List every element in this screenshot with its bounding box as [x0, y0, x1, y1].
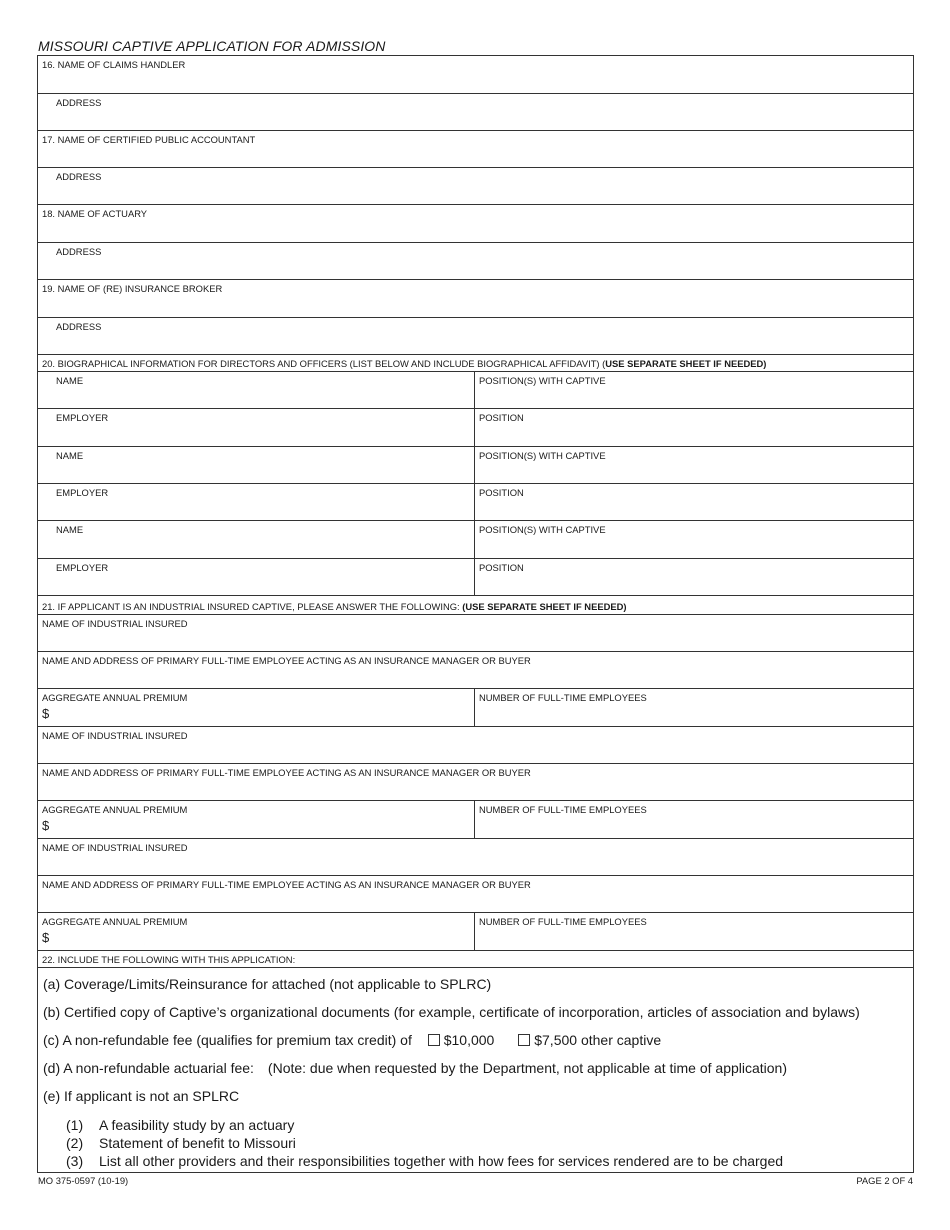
- item-d-note: (Note: due when requested by the Department, not applicable at time of application): [267, 1060, 788, 1076]
- director-3-row: [38, 521, 913, 559]
- fee-10000-checkbox[interactable]: [428, 1034, 440, 1046]
- aggregate-premium-3-field[interactable]: [38, 913, 475, 950]
- dollar-sign: $: [42, 930, 50, 945]
- cpa-address-label: ADDRESS: [56, 171, 102, 182]
- positions-label: POSITION(S) WITH CAPTIVE: [479, 450, 606, 461]
- form-number: MO 375-0597 (10-19): [38, 1175, 129, 1186]
- director-3-name-field[interactable]: [38, 521, 475, 558]
- aggregate-premium-label: AGGREGATE ANNUAL PREMIUM: [42, 916, 188, 927]
- fee-7500-option[interactable]: $7,500 other captive: [518, 1032, 661, 1048]
- cpa-label: 17. NAME OF CERTIFIED PUBLIC ACCOUNTANT: [42, 134, 256, 145]
- item-e: (e) If applicant is not an SPLRC: [43, 1088, 240, 1104]
- position-label: POSITION: [479, 562, 524, 573]
- item-c: (c) A non-refundable fee (qualifies for premium tax credit) of $10,000 $7,500 other captive: [43, 1032, 662, 1048]
- item-d: (d) A non-refundable actuarial fee: (Note: due when requested by the Department, not applicable at time of application): [43, 1060, 788, 1076]
- director-3-positions-field[interactable]: [475, 521, 913, 558]
- application-form: [37, 55, 914, 1173]
- list-item: (2) Statement of benefit to Missouri: [66, 1135, 296, 1151]
- employees-label: NUMBER OF FULL-TIME EMPLOYEES: [479, 916, 647, 927]
- broker-label: 19. NAME OF (RE) INSURANCE BROKER: [42, 283, 223, 294]
- director-1-position-field[interactable]: [475, 409, 913, 446]
- name-label: NAME: [56, 450, 84, 461]
- claims-handler-address-label: ADDRESS: [56, 97, 102, 108]
- dollar-sign: $: [42, 818, 50, 833]
- section-22-body: [38, 968, 913, 1173]
- director-1-employer-field[interactable]: [38, 409, 475, 446]
- claims-handler-address-field[interactable]: [38, 94, 913, 131]
- director-2-employer-field[interactable]: [38, 484, 475, 520]
- page-number: PAGE 2 OF 4: [856, 1175, 913, 1186]
- insurance-manager-2-field[interactable]: [38, 764, 913, 801]
- employees-1-field[interactable]: [475, 689, 913, 726]
- premium-row-2: [38, 801, 913, 839]
- director-1-employer-row: [38, 409, 913, 447]
- director-2-position-field[interactable]: [475, 484, 913, 520]
- dollar-sign: $: [42, 706, 50, 721]
- aggregate-premium-2-field[interactable]: [38, 801, 475, 838]
- employees-2-field[interactable]: [475, 801, 913, 838]
- list-item: (1) A feasibility study by an actuary: [66, 1117, 295, 1133]
- insurance-manager-label: NAME AND ADDRESS OF PRIMARY FULL-TIME EMPLOYEE ACTING AS AN INSURANCE MANAGER OR BUYER: [42, 655, 531, 666]
- section-20-heading-text: 20. BIOGRAPHICAL INFORMATION FOR DIRECTORS AND OFFICERS (LIST BELOW AND INCLUDE BIOGRAPHICAL AFFIDAVIT) (USE SEPARATE SHEET IF NEEDED): [42, 358, 767, 369]
- insurance-manager-label: NAME AND ADDRESS OF PRIMARY FULL-TIME EMPLOYEE ACTING AS AN INSURANCE MANAGER OR BUYER: [42, 879, 531, 890]
- fee-10000-option[interactable]: $10,000: [428, 1032, 495, 1048]
- section-21-heading-text: 21. IF APPLICANT IS AN INDUSTRIAL INSURED CAPTIVE, PLEASE ANSWER THE FOLLOWING: (USE SEPARATE SHEET IF NEEDED): [42, 601, 627, 612]
- director-1-positions-field[interactable]: [475, 372, 913, 408]
- section-22-heading: [38, 951, 913, 968]
- industrial-insured-label: NAME OF INDUSTRIAL INSURED: [42, 842, 188, 853]
- broker-address-label: ADDRESS: [56, 321, 102, 332]
- positions-label: POSITION(S) WITH CAPTIVE: [479, 524, 606, 535]
- position-label: POSITION: [479, 487, 524, 498]
- section-20-heading: [38, 355, 913, 372]
- insurance-manager-3-field[interactable]: [38, 876, 913, 913]
- director-2-positions-field[interactable]: [475, 447, 913, 483]
- insurance-manager-label: NAME AND ADDRESS OF PRIMARY FULL-TIME EMPLOYEE ACTING AS AN INSURANCE MANAGER OR BUYER: [42, 767, 531, 778]
- section-22-heading-text: 22. INCLUDE THE FOLLOWING WITH THIS APPLICATION:: [42, 954, 296, 965]
- director-3-employer-row: [38, 559, 913, 596]
- broker-address-field[interactable]: [38, 318, 913, 355]
- premium-row-1: [38, 689, 913, 727]
- aggregate-premium-1-field[interactable]: [38, 689, 475, 726]
- actuary-label: 18. NAME OF ACTUARY: [42, 208, 148, 219]
- actuary-address-label: ADDRESS: [56, 246, 102, 257]
- employer-label: EMPLOYER: [56, 412, 109, 423]
- director-1-row: [38, 372, 913, 409]
- director-3-position-field[interactable]: [475, 559, 913, 595]
- claims-handler-name-field[interactable]: [38, 56, 913, 94]
- employees-3-field[interactable]: [475, 913, 913, 950]
- employees-label: NUMBER OF FULL-TIME EMPLOYEES: [479, 804, 647, 815]
- employees-label: NUMBER OF FULL-TIME EMPLOYEES: [479, 692, 647, 703]
- position-label: POSITION: [479, 412, 524, 423]
- section-21-heading: [38, 596, 913, 615]
- name-label: NAME: [56, 524, 84, 535]
- director-2-name-field[interactable]: [38, 447, 475, 483]
- positions-label: POSITION(S) WITH CAPTIVE: [479, 375, 606, 386]
- insurance-manager-1-field[interactable]: [38, 652, 913, 689]
- director-3-employer-field[interactable]: [38, 559, 475, 595]
- aggregate-premium-label: AGGREGATE ANNUAL PREMIUM: [42, 804, 188, 815]
- cpa-address-field[interactable]: [38, 168, 913, 205]
- director-2-row: [38, 447, 913, 484]
- aggregate-premium-label: AGGREGATE ANNUAL PREMIUM: [42, 692, 188, 703]
- premium-row-3: [38, 913, 913, 951]
- claims-handler-label: 16. NAME OF CLAIMS HANDLER: [42, 59, 186, 70]
- industrial-insured-3-field[interactable]: [38, 839, 913, 876]
- page-title: MISSOURI CAPTIVE APPLICATION FOR ADMISSION: [38, 38, 386, 54]
- item-b: (b) Certified copy of Captive’s organizational documents (for example, certificate of incorporation, articles of association and bylaws): [43, 1004, 860, 1020]
- broker-name-field[interactable]: [38, 280, 913, 318]
- industrial-insured-1-field[interactable]: [38, 615, 913, 652]
- director-1-name-field[interactable]: [38, 372, 475, 408]
- fee-7500-checkbox[interactable]: [518, 1034, 530, 1046]
- industrial-insured-2-field[interactable]: [38, 727, 913, 764]
- actuary-address-field[interactable]: [38, 243, 913, 280]
- name-label: NAME: [56, 375, 84, 386]
- director-2-employer-row: [38, 484, 913, 521]
- list-item: (3) List all other providers and their responsibilities together with how fees for services rendered are to be charged: [66, 1153, 784, 1169]
- industrial-insured-label: NAME OF INDUSTRIAL INSURED: [42, 730, 188, 741]
- actuary-name-field[interactable]: [38, 205, 913, 243]
- employer-label: EMPLOYER: [56, 487, 109, 498]
- item-a: (a) Coverage/Limits/Reinsurance for attached (not applicable to SPLRC): [43, 976, 492, 992]
- industrial-insured-label: NAME OF INDUSTRIAL INSURED: [42, 618, 188, 629]
- employer-label: EMPLOYER: [56, 562, 109, 573]
- cpa-name-field[interactable]: [38, 131, 913, 168]
